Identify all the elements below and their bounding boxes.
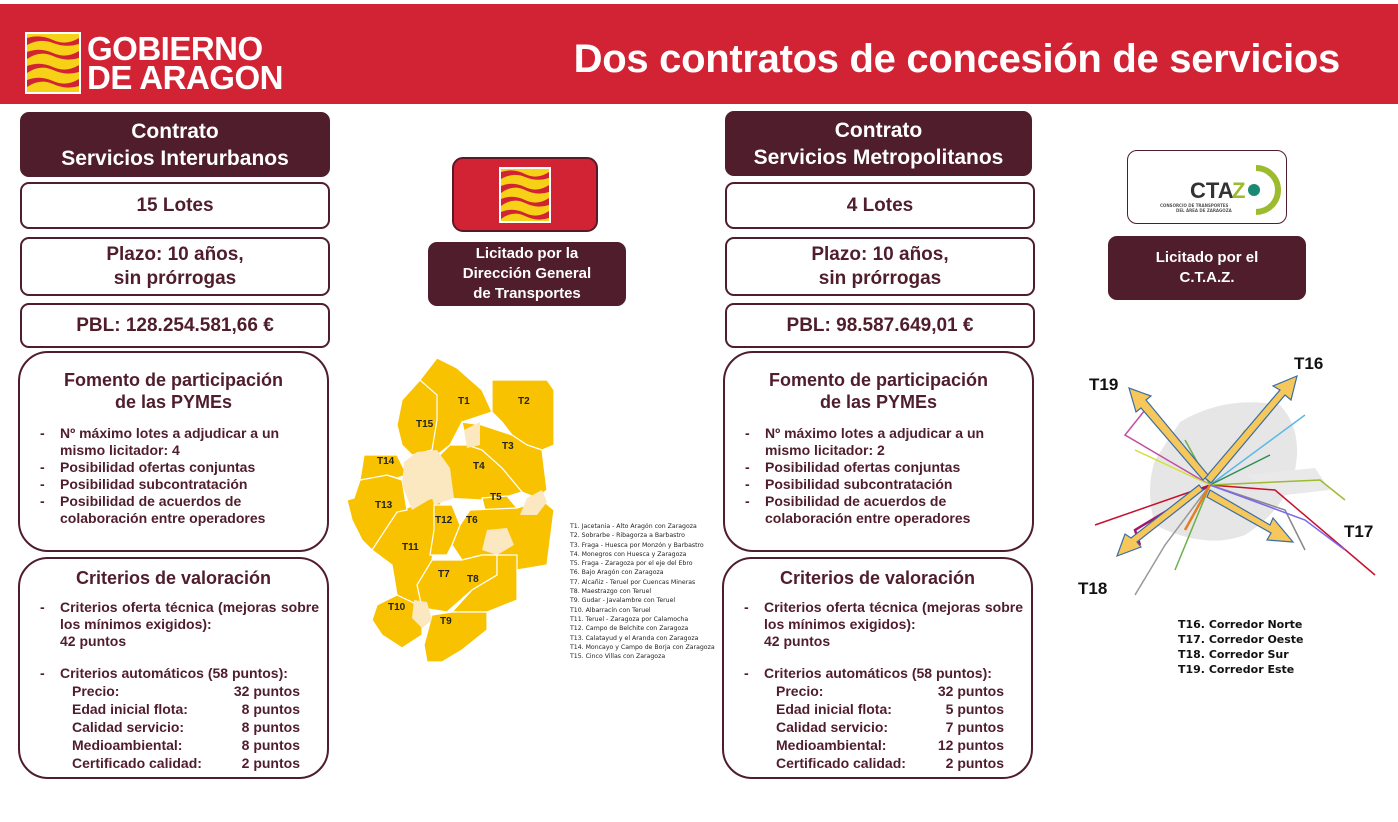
label-line-1: Licitado por la — [475, 245, 579, 262]
criteria-list — [20, 599, 327, 682]
label-line-2: Dirección General — [462, 265, 592, 282]
ctaz-logo-box — [1127, 150, 1287, 224]
score-row: Edad inicial flota: 8 puntos — [72, 701, 300, 717]
interurban-lots — [20, 182, 330, 229]
metropolitan-pbl — [725, 303, 1035, 348]
title-line-1: Contrato — [834, 118, 923, 142]
corridor-label-t18: T18 — [1078, 579, 1108, 598]
legend-item: T6. Bajo Aragón con Zaragoza — [570, 569, 664, 577]
list-item: - Posibilidad ofertas conjuntas — [725, 459, 1032, 476]
svg-text:Z: Z — [1232, 178, 1246, 203]
aragon-zones-map — [342, 350, 558, 670]
ctaz-logo — [1132, 154, 1282, 220]
interurban-criteria-box — [18, 557, 329, 779]
criteria-list — [724, 599, 1031, 682]
interurban-term — [20, 237, 330, 296]
automatic-criteria: - Criterios automáticos (58 puntos): — [724, 665, 1031, 682]
legend-item: T1. Jacetania - Alto Aragón con Zaragoza — [570, 523, 697, 530]
interurban-contract-title — [20, 112, 330, 177]
svg-text:T6: T6 — [466, 515, 478, 526]
technical-criteria — [724, 599, 1031, 650]
corridor-label-t17: T17 — [1344, 522, 1374, 541]
technical-points: 42 puntos — [764, 633, 831, 649]
pbl-value: PBL: 128.254.581,66 € — [76, 314, 274, 336]
pymes-title: Fomento de participación de las PYMEs — [63, 370, 284, 412]
label-line-1: Licitado por el — [1155, 249, 1259, 266]
technical-label: Criterios oferta técnica (mejoras sobre los mínimos exigidos): — [60, 599, 319, 632]
score-row: Medioambiental: 8 puntos — [72, 737, 300, 753]
legend-item: T13. Calatayud y el Aranda con Zaragoza — [570, 634, 699, 642]
list-item: - Nº máximo lotes a adjudicar a un mismo licitador: 4 — [20, 425, 327, 459]
score-row: Precio: 32 puntos — [776, 683, 1004, 699]
technical-label: Criterios oferta técnica (mejoras sobre los mínimos exigidos): — [764, 599, 1023, 632]
pbl-value: PBL: 98.587.649,01 € — [786, 314, 974, 336]
lots-label: 4 Lotes — [846, 194, 914, 216]
legend-item: T7. Alcañiz - Teruel por Cuencas Mineras — [570, 578, 696, 586]
term-line-2: sin prórrogas — [113, 267, 237, 289]
score-row: Calidad servicio: 7 puntos — [776, 719, 1004, 735]
metropolitan-lots — [725, 182, 1035, 229]
svg-text:T3: T3 — [502, 441, 514, 452]
logo-line-1: GOBIERNO — [87, 30, 263, 67]
technical-criteria — [20, 599, 327, 650]
svg-text:T4: T4 — [473, 461, 485, 472]
zones-legend — [570, 522, 715, 661]
pymes-list — [725, 425, 1032, 527]
legend-item: T12. Campo de Belchite con Zaragoza — [570, 625, 689, 633]
svg-text:T8: T8 — [467, 574, 479, 585]
criteria-title: Criterios de valoración — [75, 568, 272, 588]
score-row: Medioambiental: 12 puntos — [776, 737, 1004, 753]
legend-item: T3. Fraga - Huesca por Monzón y Barbastro — [570, 541, 704, 549]
metropolitan-criteria-box — [722, 557, 1033, 779]
svg-text:T11: T11 — [402, 542, 419, 553]
label-line-2: C.T.A.Z. — [1179, 269, 1235, 286]
automatic-criteria: - Criterios automáticos (58 puntos): — [20, 665, 327, 682]
score-row: Precio: 32 puntos — [72, 683, 300, 699]
dg-transportes-label — [428, 242, 626, 306]
svg-text:T15: T15 — [416, 419, 434, 430]
interurban-pbl — [20, 303, 330, 348]
legend-item: T11. Teruel - Zaragoza por Calamocha — [570, 615, 689, 623]
pymes-title: Fomento de participación de las PYMEs — [768, 370, 989, 412]
header-banner — [0, 4, 1398, 104]
svg-text:T10: T10 — [388, 602, 406, 613]
metropolitan-pymes-box — [723, 351, 1034, 552]
legend-item: T16. Corredor Norte — [1178, 618, 1303, 631]
title-line-2: Servicios Metropolitanos — [753, 145, 1004, 169]
legend-item: T10. Albarracín con Teruel — [570, 606, 651, 614]
legend-item: T2. Sobrarbe - Ribagorza a Barbastro — [570, 532, 685, 540]
list-item: - Posibilidad de acuerdos de colaboración entre operadores — [20, 493, 327, 527]
legend-item: T9. Gudar - Javalambre con Teruel — [570, 597, 676, 605]
legend-item: T17. Corredor Oeste — [1178, 633, 1304, 646]
ctaz-wordmark: CTA — [1190, 178, 1234, 203]
svg-text:T13: T13 — [375, 500, 393, 511]
score-row: Edad inicial flota: 5 puntos — [776, 701, 1004, 717]
corridors-legend — [1178, 617, 1304, 677]
ctaz-label — [1108, 236, 1306, 300]
list-item: - Posibilidad subcontratación — [725, 476, 1032, 493]
term-line-1: Plazo: 10 años, — [106, 243, 244, 265]
svg-text:T12: T12 — [435, 515, 453, 526]
svg-text:T5: T5 — [490, 492, 502, 503]
svg-text:T2: T2 — [518, 396, 530, 407]
score-row: Certificado calidad: 2 puntos — [776, 755, 1004, 771]
legend-item: T15. Cinco Villas con Zaragoza — [570, 653, 666, 661]
score-row: Certificado calidad: 2 puntos — [72, 755, 300, 771]
corridor-label-t19: T19 — [1089, 375, 1119, 394]
list-item: - Posibilidad ofertas conjuntas — [20, 459, 327, 476]
aragon-flag-icon — [499, 167, 551, 223]
corridor-label-t16: T16 — [1294, 354, 1324, 373]
svg-text:T9: T9 — [440, 616, 452, 627]
list-item: - Posibilidad subcontratación — [20, 476, 327, 493]
gobierno-aragon-logo — [25, 32, 283, 94]
aragon-flag-icon — [25, 32, 81, 94]
list-item: - Nº máximo lotes a adjudicar a un mismo licitador: 2 — [725, 425, 1032, 459]
pymes-list — [20, 425, 327, 527]
logo-wordmark — [87, 30, 283, 96]
svg-text:T1: T1 — [458, 396, 470, 407]
list-item: - Posibilidad de acuerdos de colaboración entre operadores — [725, 493, 1032, 527]
legend-item: T19. Corredor Este — [1178, 663, 1295, 676]
legend-item: T14. Moncayo y Campo de Borja con Zaragoza — [570, 643, 715, 651]
interurban-pymes-box — [18, 351, 329, 552]
svg-text:T7: T7 — [438, 569, 450, 580]
metropolitan-term — [725, 237, 1035, 296]
technical-points: 42 puntos — [60, 633, 127, 649]
legend-item: T8. Maestrazgo con Teruel — [570, 588, 652, 596]
label-line-3: de Transportes — [473, 285, 581, 302]
legend-item: T4. Monegros con Huesca y Zaragoza — [570, 550, 687, 558]
page-title: Dos contratos de concesión de servicios — [573, 37, 1340, 81]
criteria-title: Criterios de valoración — [779, 568, 976, 588]
term-line-2: sin prórrogas — [818, 267, 942, 289]
lots-label: 15 Lotes — [136, 194, 214, 216]
score-row: Calidad servicio: 8 puntos — [72, 719, 300, 735]
metropolitan-contract-title — [725, 111, 1032, 176]
title-line-1: Contrato — [131, 119, 219, 143]
legend-item: T18. Corredor Sur — [1178, 648, 1289, 661]
svg-text:DEL ÁREA DE ZARAGOZA: DEL ÁREA DE ZARAGOZA — [1176, 208, 1232, 213]
title-line-2: Servicios Interurbanos — [61, 146, 289, 170]
svg-text:T14: T14 — [377, 456, 395, 467]
logo-line-2: DE ARAGON — [87, 59, 283, 96]
svg-text:CONSORCIO DE TRANSPORTES: CONSORCIO DE TRANSPORTES — [1160, 203, 1229, 208]
term-line-1: Plazo: 10 años, — [811, 243, 949, 265]
legend-item: T5. Fraga - Zaragoza por el eje del Ebro — [570, 560, 693, 568]
dg-transportes-logo-box — [452, 157, 598, 232]
